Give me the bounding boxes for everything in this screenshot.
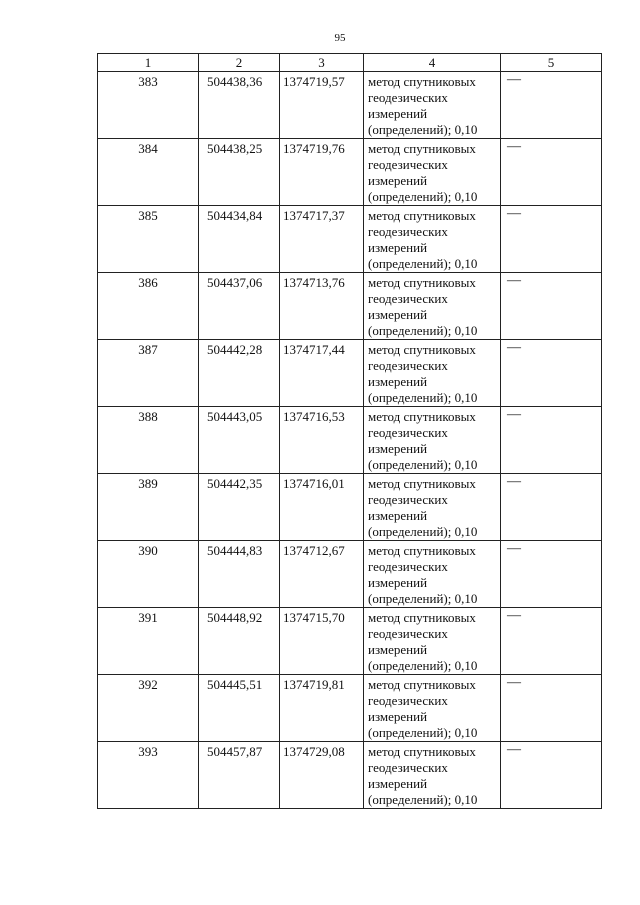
- method-line: измерений: [368, 776, 428, 791]
- method-line: геодезических: [368, 425, 448, 440]
- method-line: геодезических: [368, 157, 448, 172]
- description-cell: —: [501, 474, 602, 541]
- x-coordinate-cell: 504438,36: [199, 72, 280, 139]
- column-header: 3: [280, 54, 364, 72]
- y-coordinate-cell: 1374719,57: [280, 72, 364, 139]
- method-line: измерений: [368, 575, 428, 590]
- method-line: (определений); 0,10: [368, 524, 478, 539]
- point-number-cell: 385: [98, 206, 199, 273]
- method-line: измерений: [368, 173, 428, 188]
- point-number-cell: 392: [98, 675, 199, 742]
- description-cell: —: [501, 139, 602, 206]
- method-line: метод спутниковых: [368, 342, 476, 357]
- method-line: измерений: [368, 441, 428, 456]
- description-cell: —: [501, 675, 602, 742]
- method-line: метод спутниковых: [368, 543, 476, 558]
- point-number-cell: 393: [98, 742, 199, 809]
- method-line: метод спутниковых: [368, 610, 476, 625]
- description-cell: —: [501, 608, 602, 675]
- method-line: метод спутниковых: [368, 744, 476, 759]
- description-cell: —: [501, 340, 602, 407]
- method-line: измерений: [368, 106, 428, 121]
- y-coordinate-cell: 1374713,76: [280, 273, 364, 340]
- y-coordinate-cell: 1374715,70: [280, 608, 364, 675]
- y-coordinate-cell: 1374716,53: [280, 407, 364, 474]
- x-coordinate-cell: 504443,05: [199, 407, 280, 474]
- point-number-cell: 383: [98, 72, 199, 139]
- y-coordinate-cell: 1374719,81: [280, 675, 364, 742]
- method-line: (определений); 0,10: [368, 457, 478, 472]
- method-cell: [364, 273, 501, 340]
- method-line: геодезических: [368, 626, 448, 641]
- method-line: геодезических: [368, 760, 448, 775]
- y-coordinate-cell: 1374717,44: [280, 340, 364, 407]
- method-line: (определений); 0,10: [368, 725, 478, 740]
- method-cell: [364, 139, 501, 206]
- table-row: [98, 541, 602, 608]
- x-coordinate-cell: 504438,25: [199, 139, 280, 206]
- column-header: 5: [501, 54, 602, 72]
- method-line: геодезических: [368, 291, 448, 306]
- table-row: [98, 273, 602, 340]
- table-row: [98, 340, 602, 407]
- method-line: (определений); 0,10: [368, 658, 478, 673]
- point-number-cell: 387: [98, 340, 199, 407]
- method-line: геодезических: [368, 224, 448, 239]
- method-cell: [364, 474, 501, 541]
- method-line: геодезических: [368, 559, 448, 574]
- method-line: геодезических: [368, 693, 448, 708]
- table-row: [98, 139, 602, 206]
- method-line: метод спутниковых: [368, 409, 476, 424]
- method-cell: [364, 608, 501, 675]
- point-number-cell: 391: [98, 608, 199, 675]
- method-line: геодезических: [368, 358, 448, 373]
- x-coordinate-cell: 504448,92: [199, 608, 280, 675]
- coordinates-table: [97, 53, 602, 809]
- y-coordinate-cell: 1374719,76: [280, 139, 364, 206]
- description-cell: —: [501, 407, 602, 474]
- x-coordinate-cell: 504445,51: [199, 675, 280, 742]
- page-number: 95: [334, 32, 346, 44]
- method-cell: [364, 340, 501, 407]
- method-line: метод спутниковых: [368, 476, 476, 491]
- point-number-cell: 386: [98, 273, 199, 340]
- point-number-cell: 388: [98, 407, 199, 474]
- table-row: [98, 474, 602, 541]
- x-coordinate-cell: 504442,28: [199, 340, 280, 407]
- method-line: геодезических: [368, 492, 448, 507]
- x-coordinate-cell: 504437,06: [199, 273, 280, 340]
- column-header: 4: [364, 54, 501, 72]
- method-line: метод спутниковых: [368, 208, 476, 223]
- table-row: [98, 72, 602, 139]
- method-cell: [364, 742, 501, 809]
- x-coordinate-cell: 504442,35: [199, 474, 280, 541]
- method-cell: [364, 675, 501, 742]
- table-row: [98, 608, 602, 675]
- y-coordinate-cell: 1374717,37: [280, 206, 364, 273]
- method-line: (определений); 0,10: [368, 189, 478, 204]
- table-row: [98, 675, 602, 742]
- y-coordinate-cell: 1374729,08: [280, 742, 364, 809]
- method-line: измерений: [368, 508, 428, 523]
- description-cell: —: [501, 206, 602, 273]
- x-coordinate-cell: 504444,83: [199, 541, 280, 608]
- description-cell: —: [501, 273, 602, 340]
- method-line: (определений); 0,10: [368, 323, 478, 338]
- method-cell: [364, 206, 501, 273]
- method-line: метод спутниковых: [368, 74, 476, 89]
- table-row: [98, 206, 602, 273]
- column-header: 2: [199, 54, 280, 72]
- method-line: (определений); 0,10: [368, 792, 478, 807]
- method-line: геодезических: [368, 90, 448, 105]
- table-header-row: [98, 54, 602, 72]
- column-header: 1: [98, 54, 199, 72]
- method-line: метод спутниковых: [368, 275, 476, 290]
- method-cell: [364, 72, 501, 139]
- table-row: [98, 407, 602, 474]
- x-coordinate-cell: 504434,84: [199, 206, 280, 273]
- method-cell: [364, 407, 501, 474]
- y-coordinate-cell: 1374716,01: [280, 474, 364, 541]
- y-coordinate-cell: 1374712,67: [280, 541, 364, 608]
- method-line: (определений); 0,10: [368, 390, 478, 405]
- method-line: измерений: [368, 307, 428, 322]
- method-line: измерений: [368, 709, 428, 724]
- method-line: (определений); 0,10: [368, 122, 478, 137]
- description-cell: —: [501, 742, 602, 809]
- x-coordinate-cell: 504457,87: [199, 742, 280, 809]
- description-cell: —: [501, 72, 602, 139]
- point-number-cell: 384: [98, 139, 199, 206]
- method-line: метод спутниковых: [368, 677, 476, 692]
- point-number-cell: 389: [98, 474, 199, 541]
- method-line: измерений: [368, 642, 428, 657]
- method-cell: [364, 541, 501, 608]
- method-line: измерений: [368, 240, 428, 255]
- description-cell: —: [501, 541, 602, 608]
- method-line: (определений); 0,10: [368, 256, 478, 271]
- method-line: метод спутниковых: [368, 141, 476, 156]
- method-line: измерений: [368, 374, 428, 389]
- method-line: (определений); 0,10: [368, 591, 478, 606]
- table-row: [98, 742, 602, 809]
- point-number-cell: 390: [98, 541, 199, 608]
